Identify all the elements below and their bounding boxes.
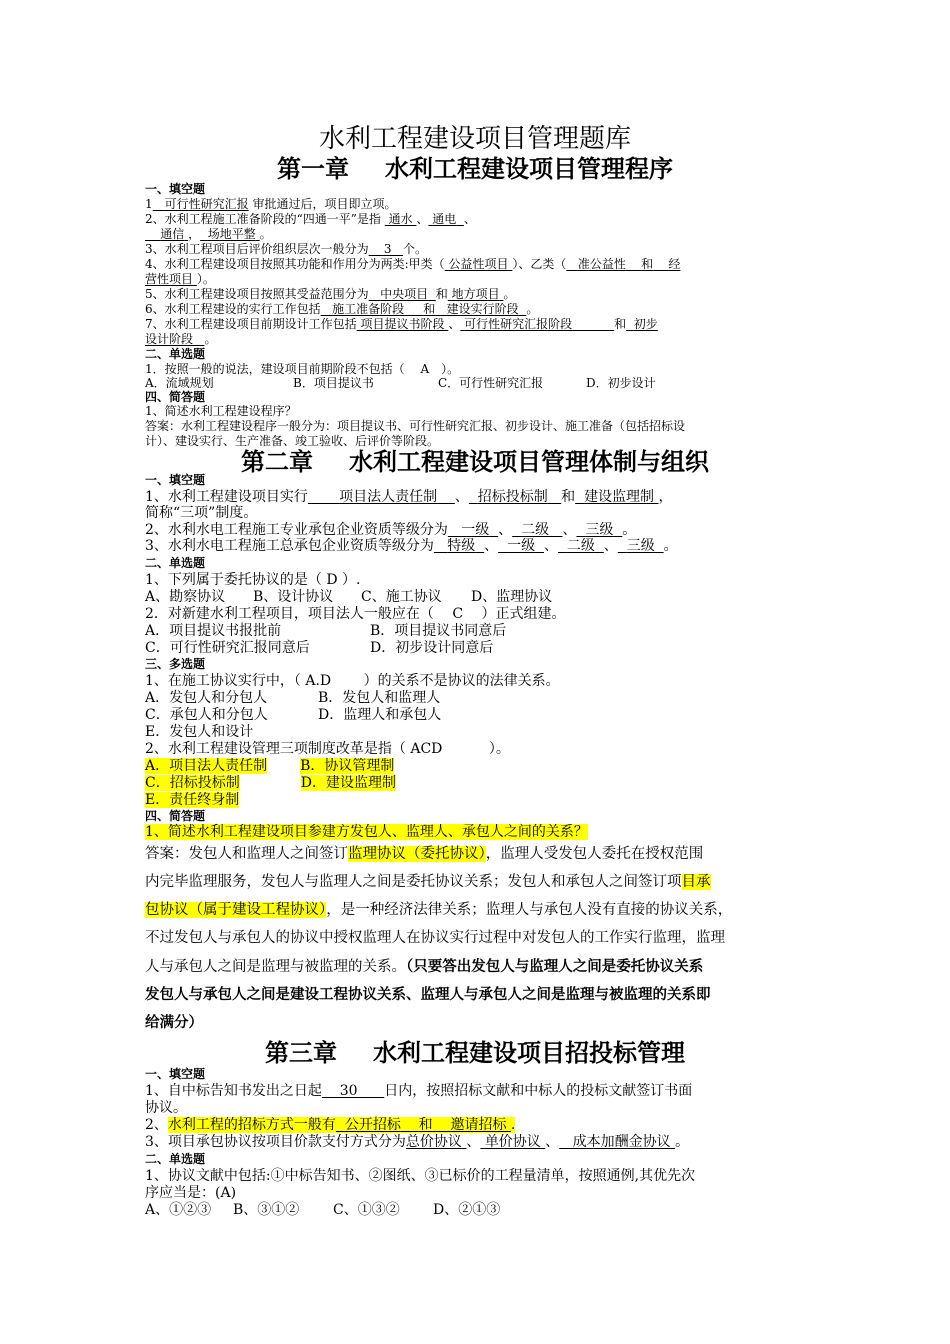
ch1-single-q1-options: A．流域规划 B．项目提议书 C．可行性研究汇报 D．初步设计 bbox=[145, 376, 656, 390]
ch1-fill-q2-cont: 通信 ， 场地平整 。 bbox=[160, 227, 272, 241]
chapter-3-number: 第三章 bbox=[265, 1039, 337, 1067]
ch2-single-q1-options: A、勘察协议 B、设计协议 C、施工协议 D、监理协议 bbox=[145, 589, 553, 605]
ch2-multi-q1-options-2: C．承包人和分包人 D．监理人和承包人 bbox=[145, 707, 442, 723]
ch2-fill-q2: 2、水利水电工程施工专业承包企业资质等级分为 一级 、 二级 、 三级 。 bbox=[145, 522, 637, 538]
ch2-multi-q2: 2、水利工程建设管理三项制度改革是指（ ACD ）。 bbox=[145, 741, 510, 757]
chapter-1-title: 水利工程建设项目管理程序 bbox=[385, 155, 673, 183]
ch1-short-a1-l1: 答案：水利工程建设程序一般分为：项目提议书、可行性研究汇报、初步设计、施工准备（包括招标设 bbox=[145, 419, 686, 433]
ch1-short-heading: 四、简答题 bbox=[145, 390, 206, 404]
ch1-fill-q3: 3、水利工程项目后评价组织层次一般分为 3 个。 bbox=[145, 242, 428, 256]
ch2-multi-q1-options-1: A．发包人和分包人 B．发包人和监理人 bbox=[145, 690, 441, 706]
ch1-fill-q1: 1 可行性研究汇报 审批通过后，项目即立项。 bbox=[145, 197, 397, 211]
ch2-multi-q2-options-3: E．责任终身制 bbox=[145, 792, 240, 808]
ch3-single-heading: 二、单选题 bbox=[145, 1152, 206, 1166]
ch2-multi-q2-options-1: A．项目法人责任制 B．协议管理制 bbox=[145, 758, 395, 774]
ch2-short-a1-l4: 不过发包人与承包人的协议中授权监理人在协议实行过程中对发包人的工作实行监理，监理 bbox=[145, 930, 725, 946]
ch1-short-q1: 1、简述水利工程建设程序？ bbox=[145, 404, 297, 418]
ch1-single-heading: 二、单选题 bbox=[145, 347, 206, 361]
ch2-short-a1-l2: 内完毕监理服务，发包人与监理人之间是委托协议关系；发包人和承包人之间签订项目承 bbox=[145, 874, 711, 890]
ch2-short-a1-l3: 包协议（属于建设工程协议），是一种经济法律关系；监理人与承包人没有直接的协议关系， bbox=[145, 902, 733, 918]
ch1-fill-q7-cont: 设计阶段 。 bbox=[145, 332, 217, 346]
ch2-multi-heading: 三、多选题 bbox=[145, 657, 206, 671]
ch2-short-q1: 1、简述水利工程建设项目参建方发包人、监理人、承包人之间的关系？ bbox=[145, 824, 588, 840]
ch1-fill-heading: 一、填空题 bbox=[145, 182, 206, 196]
ch2-short-a1-l5: 人与承包人之间是监理与被监理的关系。（只要答出发包人与监理人之间是委托协议关系 bbox=[145, 958, 704, 975]
ch2-fill-q1: 1、水利工程建设项目实行 项目法人责任制 、 招标投标制 和 建设监理制 ， bbox=[145, 489, 673, 505]
ch2-single-q2: 2．对新建水利工程项目，项目法人一般应在（ C ）正式组建。 bbox=[145, 606, 566, 622]
ch2-multi-q1: 1、在施工协议实行中，（ A.D ）的关系不是协议的法律关系。 bbox=[145, 673, 560, 689]
ch1-fill-q5: 5、水利工程建设项目按照其受益范围分为 中央项目 和 地方项目 。 bbox=[145, 287, 516, 301]
ch3-fill-heading: 一、填空题 bbox=[145, 1067, 206, 1081]
chapter-1-heading bbox=[0, 153, 950, 185]
ch3-fill-q3: 3、项目承包协议按项目价款支付方式分为总价协议 、 单价协议 、 成本加酬金协议 。 bbox=[145, 1134, 690, 1150]
ch2-short-heading: 四、简答题 bbox=[145, 809, 206, 823]
ch2-fill-q1-cont: 简称“三项”制度。 bbox=[145, 505, 258, 521]
ch2-multi-q2-options-2: C．招标投标制 D．建设监理制 bbox=[145, 775, 396, 791]
ch1-fill-q2: 2、水利工程施工准备阶段的“四通一平”是指 通水 、 通电 、 bbox=[145, 212, 476, 226]
ch2-single-q1: 1、下列属于委托协议的是（ D ）. bbox=[145, 572, 361, 588]
ch3-fill-q2: 2、水利工程的招标方式一般有 公开招标 和 邀请招标 . bbox=[145, 1117, 516, 1133]
chapter-2-heading bbox=[0, 446, 950, 478]
ch2-short-a1-l7: 给满分） bbox=[145, 1014, 203, 1031]
chapter-2-number: 第二章 bbox=[241, 448, 313, 476]
ch3-single-q1-options: A、①②③ B、③①② C、①③② D、②①③ bbox=[145, 1202, 501, 1218]
ch2-single-heading: 二、单选题 bbox=[145, 556, 206, 570]
ch1-short-a1-l2: 计）、建设实行、生产准备、竣工验收、后评价等阶段。 bbox=[145, 434, 440, 448]
ch3-single-q1: 1、协议文献中包括:①中标告知书、②图纸、③已标价的工程量清单，按照通例,其优先次 bbox=[145, 1168, 696, 1184]
ch3-single-q1-cont: 序应当是：(A) bbox=[145, 1185, 237, 1201]
ch3-fill-q1-cont: 协议。 bbox=[145, 1100, 187, 1116]
chapter-1-number: 第一章 bbox=[277, 155, 349, 183]
chapter-3-title: 水利工程建设项目招投标管理 bbox=[373, 1039, 685, 1067]
ch2-short-a1-l6: 发包人与承包人之间是建设工程协议关系、监理人与承包人之间是监理与被监理的关系即 bbox=[145, 986, 711, 1003]
ch2-fill-q3: 3、水利水电工程施工总承包企业资质等级分为 特级 、 一级 、 二级 、 三级 。 bbox=[145, 538, 678, 554]
ch2-short-a1-l1: 答案：发包人和监理人之间签订监理协议（委托协议），监理人受发包人委托在授权范围 bbox=[145, 846, 704, 862]
ch1-fill-q4-cont: 营性项目 ）。 bbox=[145, 272, 215, 286]
chapter-3-heading bbox=[0, 1037, 950, 1069]
ch2-fill-heading: 一、填空题 bbox=[145, 473, 206, 487]
ch2-single-q2-options-1: A．项目提议书报批前 B．项目提议书同意后 bbox=[145, 623, 507, 639]
ch1-fill-q7: 7、水利工程建设项目前期设计工作包括 项目提议书阶段 、 可行性研究汇报阶段 和 初步 bbox=[145, 317, 658, 331]
ch3-fill-q1: 1、自中标告知书发出之日起 30 日内，按照招标文献和中标人的投标文献签订书面 bbox=[145, 1083, 693, 1099]
ch2-single-q2-options-2: C．可行性研究汇报同意后 D．初步设计同意后 bbox=[145, 640, 494, 656]
chapter-2-title: 水利工程建设项目管理体制与组织 bbox=[349, 448, 709, 476]
ch1-single-q1: 1．按照一般的说法，建设项目前期阶段不包括（ A ）。 bbox=[145, 362, 460, 376]
ch1-fill-q4: 4、水利工程建设项目按照其功能和作用分为两类:甲类（ 公益性项目 ）、乙类（ 准公益性 和 经 bbox=[145, 257, 681, 271]
ch2-multi-q1-options-3: E．发包人和设计 bbox=[145, 724, 254, 740]
ch1-fill-q6: 6、水利工程建设的实行工作包括 施工准备阶段 和 建设实行阶段 。 bbox=[145, 302, 539, 316]
document-title: 水利工程建设项目管理题库 bbox=[318, 124, 631, 154]
